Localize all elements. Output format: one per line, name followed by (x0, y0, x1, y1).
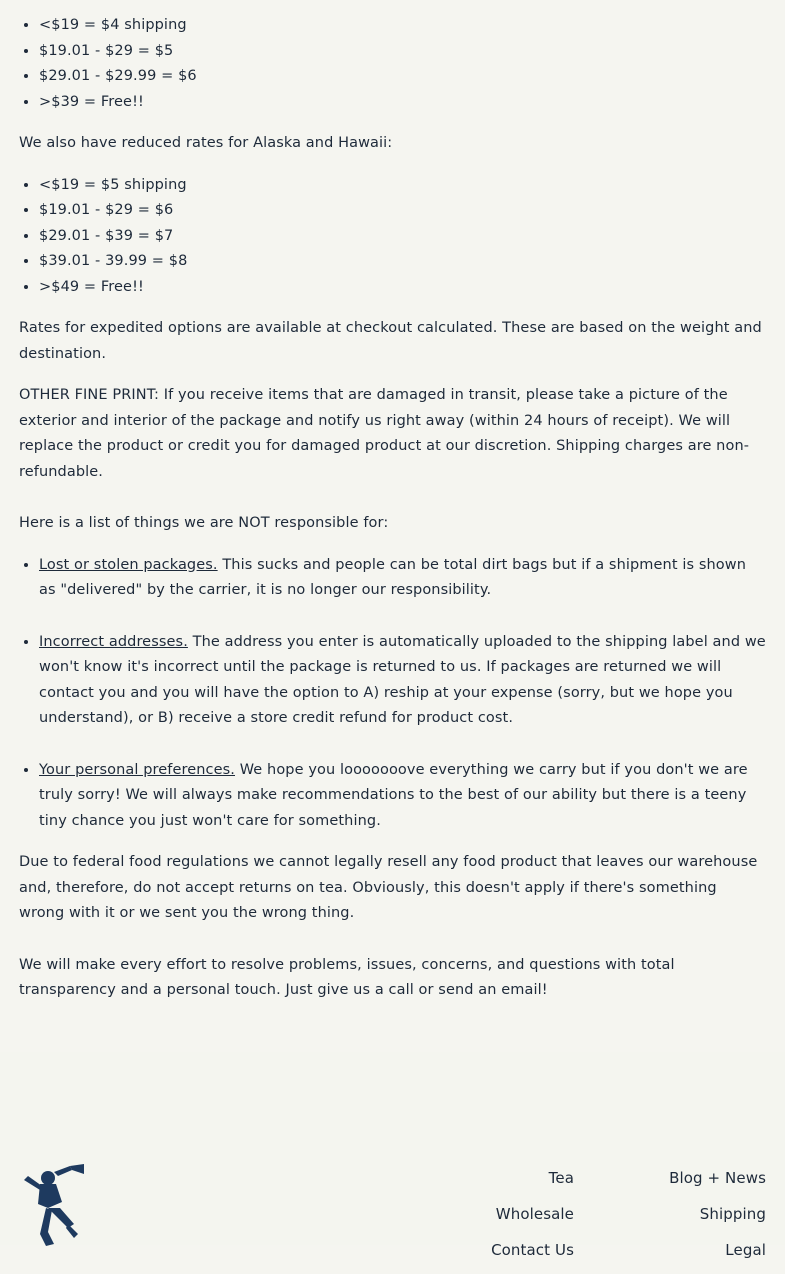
domestic-rates-list (19, 13, 766, 115)
item-title: Your personal preferences. (39, 761, 235, 778)
list-item: • <$19 = $4 shipping (39, 13, 766, 39)
mascot-logo-icon (18, 1164, 90, 1246)
item-title: Incorrect addresses. (39, 633, 188, 650)
list-item: • <$19 = $5 shipping (39, 173, 766, 199)
footer-link-contact[interactable]: Contact Us (491, 1241, 574, 1259)
list-item (39, 758, 766, 835)
not-responsible-list (19, 630, 766, 732)
list-item: • $19.01 - $29 = $5 (39, 39, 766, 65)
item-text: The address you enter is automatically uploaded to the shipping label and we won't know it's incorrect until the package is returned to us. If packages are returned we will contact you and you will have the option to A) reship at your expense (sorry, but we hope you understand), or B) receive a store credit refund for product cost. (39, 633, 766, 726)
list-item: • $29.01 - $39 = $7 (39, 224, 766, 250)
list-item: • $39.01 - 39.99 = $8 (39, 249, 766, 275)
list-item: • $29.01 - $29.99 = $6 (39, 64, 766, 90)
closing-paragraph: We will make every effort to resolve problems, issues, concerns, and questions with total transparency and a personal touch. Just give us a call or send an email! (19, 956, 675, 998)
not-responsible-list (19, 553, 766, 604)
list-item (39, 630, 766, 732)
list-item (39, 553, 766, 604)
alaska-rates-list (19, 173, 766, 301)
item-title: Lost or stolen packages. (39, 556, 218, 573)
footer-link-shipping[interactable]: Shipping (699, 1205, 766, 1223)
list-item: • >$39 = Free!! (39, 90, 766, 116)
fine-print-paragraph: OTHER FINE PRINT: If you receive items that are damaged in transit, please take a picture of the exterior and interior of the package and notify us right away (within 24 hours of receipt). We will replace the product or credit you for damaged product at our discretion. Shipping charges are non-refundable. (19, 387, 750, 480)
alaska-intro: We also have reduced rates for Alaska and Hawaii: (19, 135, 393, 151)
food-regulations-paragraph: Due to federal food regulations we cannot legally resell any food product that leaves our warehouse and, therefore, do not accept returns on tea. Obviously, this doesn't apply if there's something wrong with it or we sent you the wrong thing. (19, 854, 758, 921)
item-text: We hope you looooooove everything we carry but if you don't we are truly sorry! We will always make recommendations to the best of our ability but there is a teeny tiny chance you just won't care for something. (39, 761, 748, 829)
list-item: • $19.01 - $29 = $6 (39, 198, 766, 224)
footer-link-tea[interactable]: Tea (548, 1169, 574, 1187)
footer-link-legal[interactable]: Legal (725, 1241, 766, 1259)
footer-link-blog[interactable]: Blog + News (669, 1169, 766, 1187)
not-responsible-intro: Here is a list of things we are NOT responsible for: (19, 515, 389, 531)
list-item: • >$49 = Free!! (39, 275, 766, 301)
footer-nav-column (491, 1166, 574, 1274)
footer-nav-column (669, 1166, 766, 1274)
not-responsible-list (19, 758, 766, 835)
expedited-paragraph: Rates for expedited options are available at checkout calculated. These are based on the weight and destination. (19, 320, 762, 362)
item-text: This sucks and people can be total dirt bags but if a shipment is shown as "delivered" by the carrier, it is no longer our responsibility. (39, 556, 746, 598)
footer-link-wholesale[interactable]: Wholesale (495, 1205, 574, 1223)
site-footer (0, 1052, 785, 1259)
